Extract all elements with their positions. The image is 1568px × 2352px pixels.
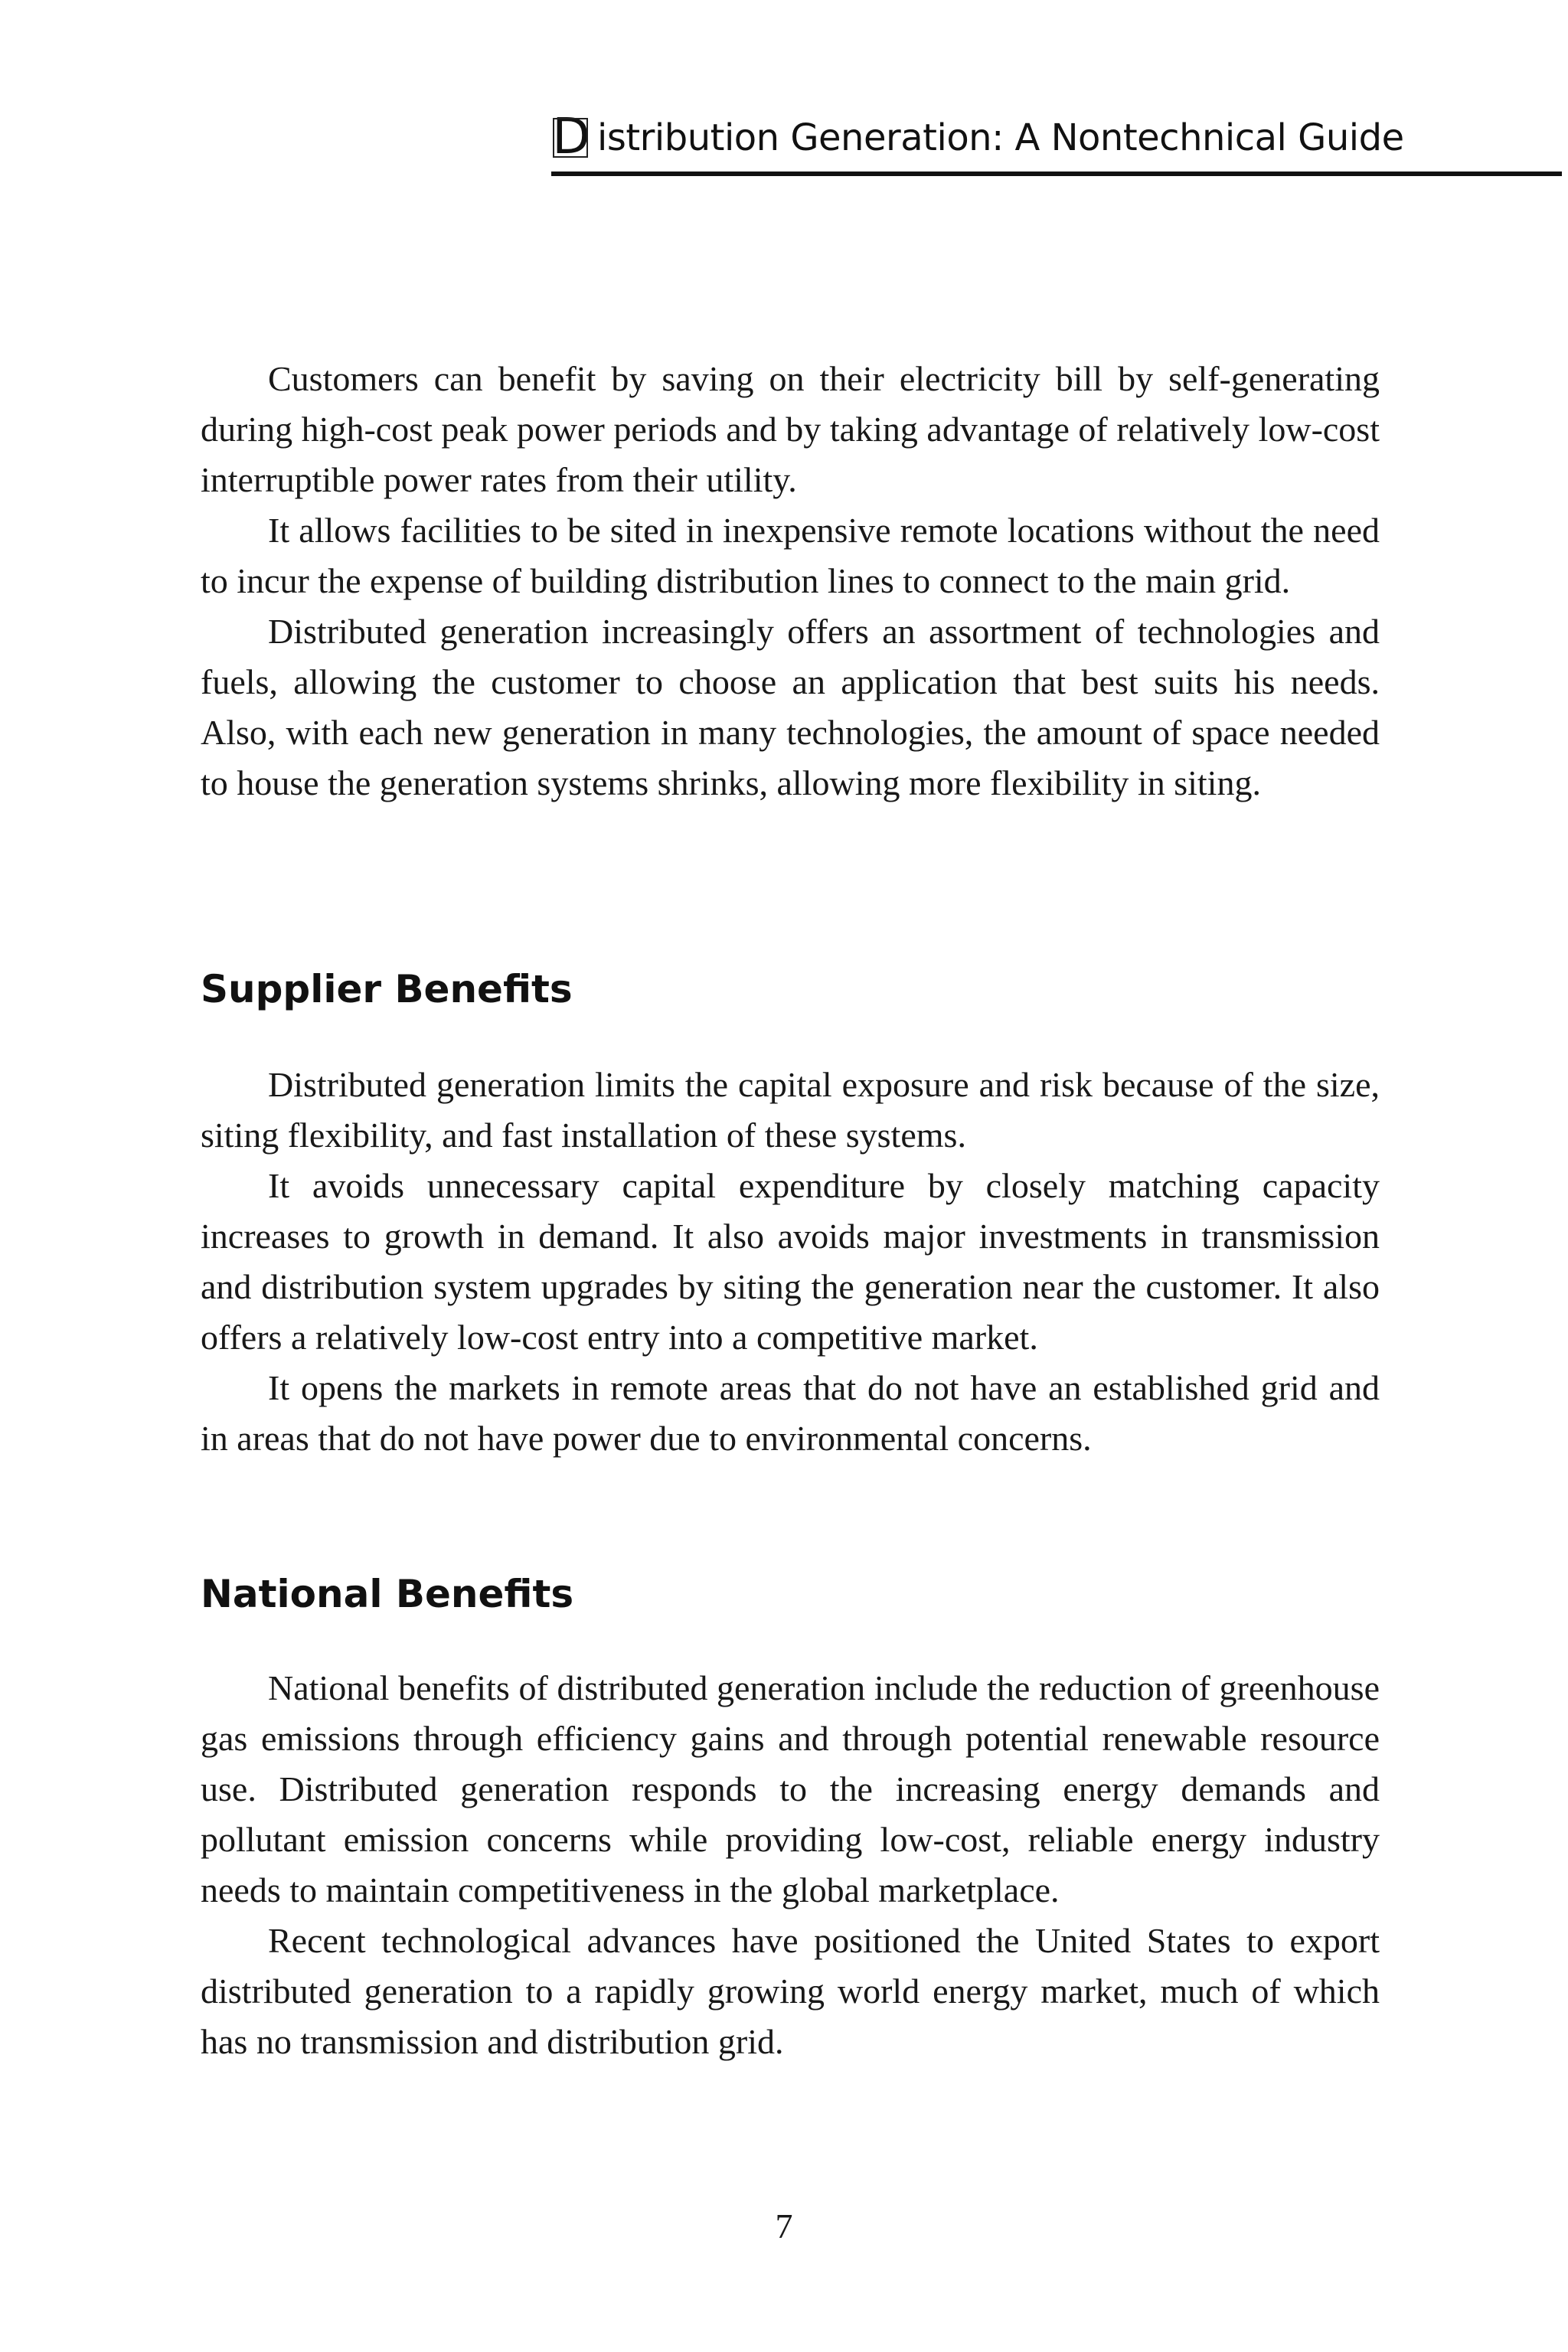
paragraph: It opens the markets in remote areas that do not have an established grid and in areas that do not have power due to environmental concerns. xyxy=(201,1368,1380,1458)
paragraph: It allows facilities to be sited in inexpensive remote locations without the need to incur the expense of building distribution lines to connect to the main grid. xyxy=(201,511,1380,600)
paragraph: National benefits of distributed generation include the reduction of greenhouse gas emissions through efficiency gains and through potential renewable resource use. Distributed generation responds to the increasing energy demands and pollutant emission concerns while providing low-cost, reliable energy industry needs to maintain competitiveness in the global marketplace. xyxy=(201,1668,1380,1909)
initial-frame xyxy=(553,118,588,158)
running-head-title: istribution Generation: A Nontechnical Guide xyxy=(597,116,1404,159)
paragraph: Customers can benefit by saving on their electricity bill by self-generating during high-cost peak power periods and by taking advantage of relatively low-cost interruptible power rates from their utility. xyxy=(201,359,1380,499)
paragraph: Recent technological advances have positioned the United States to export distributed generation to a rapidly growing world energy market, much of which has no transmission and distribution grid. xyxy=(201,1921,1380,2061)
paragraph: Distributed generation increasingly offers an assortment of technologies and fuels, allowing the customer to choose an application that best suits his needs. Also, with each new generation in many technologies, the amount of space needed to house the generation systems shrinks, allowing more flexibility in siting. xyxy=(201,612,1380,802)
national-benefits-section xyxy=(201,1663,1380,2067)
paragraph: It avoids unnecessary capital expenditure by closely matching capacity increases to growth in demand. It also avoids major investments in transmission and distribution system upgrades by siting the generation near the customer. It also offers a relatively low-cost entry into a competitive market. xyxy=(201,1166,1380,1357)
running-head-initial xyxy=(551,109,591,165)
header-rule xyxy=(551,172,1562,176)
page-number: 7 xyxy=(775,2207,793,2246)
intro-section xyxy=(201,354,1380,808)
running-head-initial-letter: D xyxy=(552,109,590,165)
supplier-benefits-section xyxy=(201,1060,1380,1464)
running-head xyxy=(551,109,1562,168)
paragraph: Distributed generation limits the capital exposure and risk because of the size, siting flexibility, and fast installation of these systems. xyxy=(201,1065,1380,1155)
supplier-benefits-heading: Supplier Benefits xyxy=(201,967,573,1011)
national-benefits-heading: National Benefits xyxy=(201,1572,574,1616)
